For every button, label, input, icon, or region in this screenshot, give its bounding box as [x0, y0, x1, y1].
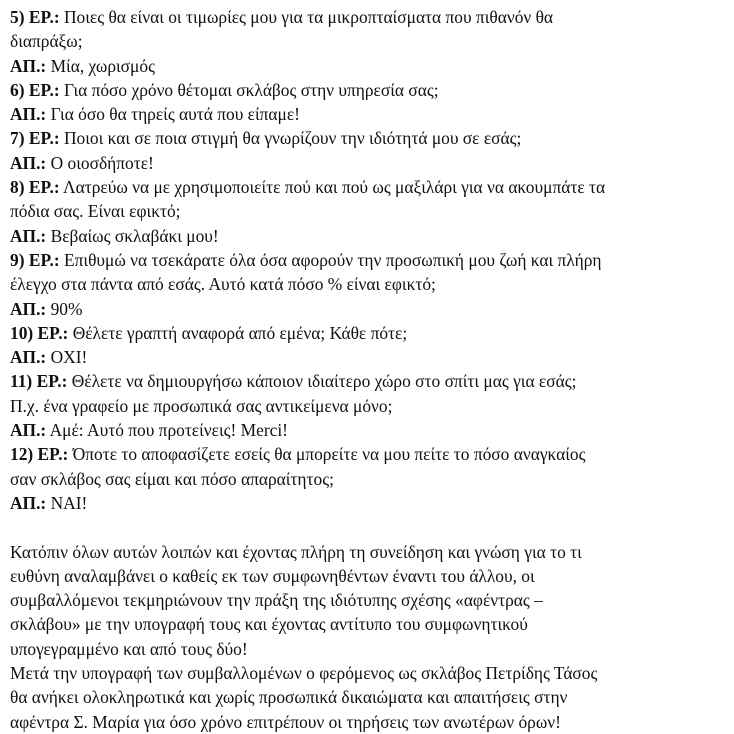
answer-6 — [10, 102, 732, 126]
answer-label: ΑΠ.: — [10, 492, 47, 513]
answer-12 — [10, 491, 732, 515]
answer-text: Για όσο θα τηρείς αυτά που είπαμε! — [50, 104, 300, 125]
answer-10 — [10, 345, 732, 369]
closing-line: συμβαλλόμενοι τεκμηριώνουν την πράξη της ιδιότυπης σχέσης «αφέντρας – — [10, 590, 543, 611]
document-body — [10, 5, 732, 734]
question-number: 9) — [10, 249, 25, 270]
question-11 — [10, 369, 732, 393]
answer-text: Αμέ: Αυτό που προτείνεις! Merci! — [49, 420, 288, 441]
blank-line — [10, 515, 732, 539]
question-text: έλεγχο στα πάντα από εσάς. Αυτό κατά πόσο % είναι εφικτό; — [10, 274, 436, 295]
question-number: 7) — [10, 128, 25, 149]
answer-label: ΑΠ.: — [10, 55, 47, 76]
question-label: ΕΡ.: — [28, 249, 60, 270]
question-text: Θέλετε γραπτή αναφορά από εμένα; Κάθε πότε; — [72, 322, 408, 343]
question-9-cont — [10, 272, 732, 296]
closing-line: Μετά την υπογραφή των συμβαλλομένων ο φερόμενος ως σκλάβος Πετρίδης Τάσος — [10, 663, 598, 684]
question-5-cont — [10, 29, 732, 53]
question-text: Επιθυμώ να τσεκάρατε όλα όσα αφορούν την προσωπική μου ζωή και πλήρη — [64, 249, 602, 270]
question-8 — [10, 175, 732, 199]
closing-line: αφέντρα Σ. Μαρία για όσο χρόνο επιτρέπουν οι τηρήσεις των ανωτέρων όρων! — [10, 711, 561, 732]
question-number: 11) — [10, 371, 33, 392]
question-label: ΕΡ.: — [37, 322, 69, 343]
question-number: 10) — [10, 322, 34, 343]
question-label: ΕΡ.: — [37, 444, 69, 465]
question-6 — [10, 78, 732, 102]
closing-line: Κατόπιν όλων αυτών λοιπών και έχοντας πλήρη τη συνείδηση και γνώση για το τι — [10, 541, 582, 562]
question-text: Ποιες θα είναι οι τιμωρίες μου για τα μικροπταίσματα που πιθανόν θα — [64, 7, 554, 27]
question-5 — [10, 5, 732, 29]
answer-label: ΑΠ.: — [10, 420, 47, 441]
question-text: διαπράξω; — [10, 31, 83, 52]
answer-label: ΑΠ.: — [10, 347, 47, 368]
answer-label: ΑΠ.: — [10, 225, 47, 246]
question-text: Θέλετε να δημιουργήσω κάποιον ιδιαίτερο χώρο στο σπίτι μας για εσάς; — [71, 371, 577, 392]
question-text: πόδια σας. Είναι εφικτό; — [10, 201, 181, 222]
question-7 — [10, 126, 732, 150]
question-12 — [10, 442, 732, 466]
answer-11 — [10, 418, 732, 442]
answer-8 — [10, 224, 732, 248]
answer-text: ΝΑΙ! — [50, 492, 88, 513]
question-label: ΕΡ.: — [36, 371, 68, 392]
closing-line: υπογεγραμμένο και από τους δύο! — [10, 638, 248, 659]
question-8-cont — [10, 199, 732, 223]
question-label: ΕΡ.: — [28, 7, 60, 27]
question-number: 12) — [10, 444, 34, 465]
closing-line: ευθύνη αναλαμβάνει ο καθείς εκ των συμφωνηθέντων έναντι του άλλου, οι — [10, 565, 535, 586]
closing-line: σκλάβου» με την υπογραφή τους και έχοντας αντίτυπο του συμφωνητικού — [10, 614, 528, 635]
closing-line: θα ανήκει ολοκληρωτικά και χωρίς προσωπικά δικαιώματα και απαιτήσεις στην — [10, 687, 568, 708]
question-number: 6) — [10, 79, 25, 100]
question-text: Ποιοι και σε ποια στιγμή θα γνωρίζουν την ιδιότητά μου σε εσάς; — [64, 128, 522, 149]
answer-text: Μία, χωρισμός — [50, 55, 155, 76]
question-label: ΕΡ.: — [28, 128, 60, 149]
answer-text: Ο οιοσδήποτε! — [50, 152, 154, 173]
answer-label: ΑΠ.: — [10, 152, 47, 173]
question-text: Λατρεύω να με χρησιμοποιείτε πού και πού ως μαξιλάρι για να ακουμπάτε τα — [63, 177, 606, 198]
question-label: ΕΡ.: — [28, 177, 60, 198]
question-text: σαν σκλάβος σας είμαι και πόσο απαραίτητος; — [10, 468, 334, 489]
question-number: 8) — [10, 177, 25, 198]
answer-text: ΟΧΙ! — [50, 347, 88, 368]
answer-9 — [10, 297, 732, 321]
question-12-cont — [10, 467, 732, 491]
question-label: ΕΡ.: — [28, 79, 60, 100]
answer-7 — [10, 151, 732, 175]
answer-5 — [10, 54, 732, 78]
question-text: Π.χ. ένα γραφείο με προσωπικά σας αντικείμενα μόνο; — [10, 395, 393, 416]
question-text: Όποτε το αποφασίζετε εσείς θα μπορείτε να μου πείτε το πόσο αναγκαίος — [72, 444, 586, 465]
question-10 — [10, 321, 732, 345]
answer-text: Βεβαίως σκλαβάκι μου! — [50, 225, 219, 246]
answer-label: ΑΠ.: — [10, 104, 47, 125]
question-text: Για πόσο χρόνο θέτομαι σκλάβος στην υπηρεσία σας; — [64, 79, 439, 100]
answer-text: 90% — [50, 298, 83, 319]
question-11-cont — [10, 394, 732, 418]
question-number: 5) — [10, 7, 25, 27]
answer-label: ΑΠ.: — [10, 298, 47, 319]
question-9 — [10, 248, 732, 272]
